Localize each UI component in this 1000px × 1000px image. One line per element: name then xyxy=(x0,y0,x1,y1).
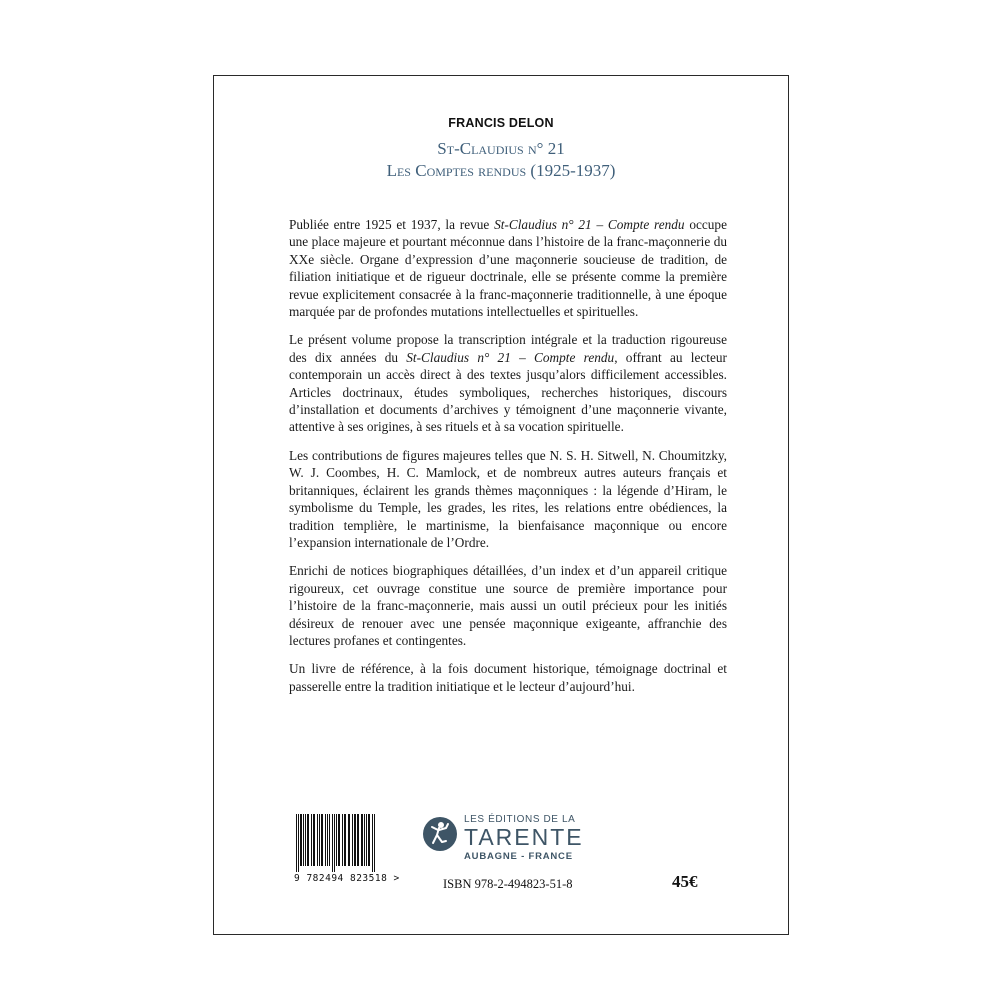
paragraph-text: Publiée entre 1925 et 1937, la revue xyxy=(289,217,495,232)
barcode-bar xyxy=(319,814,320,866)
paragraph-text: Les contributions de figures majeures telles que N. S. H. Sitwell, N. Choumitzky, W. J. Coombes, H. C. Mamlock, et de nombreux autres auteurs français et britanniques, éclairent les grands thèmes maçonniques : la légende d’Hiram, le symbolisme du Temple, les grades, les rites, les relations entre obédiences, la tradition templière, le martinisme, la bienfaisance maçonnique ou encore l’expansion internationale de l’Ordre. xyxy=(289,447,727,550)
barcode-digits: 9 782494 823518 > xyxy=(294,873,400,884)
barcode-bar xyxy=(352,814,353,866)
barcode-bar xyxy=(364,814,365,866)
barcode-bar xyxy=(332,814,333,872)
price: 45€ xyxy=(672,872,698,891)
back-cover xyxy=(213,75,789,935)
barcode-bar xyxy=(303,814,304,866)
barcode-bar xyxy=(325,814,326,866)
barcode-bar xyxy=(344,814,346,866)
barcode-bar xyxy=(307,814,309,866)
barcode-bar xyxy=(366,814,367,866)
barcode-bar xyxy=(329,814,330,866)
barcode-bar xyxy=(321,814,323,866)
publisher-location: AUBAGNE - FRANCE xyxy=(464,851,573,862)
blurb-paragraph xyxy=(289,447,727,551)
barcode-bar xyxy=(361,814,363,866)
title-line-1: St-Claudius n° 21 xyxy=(437,139,565,158)
barcode-bar xyxy=(298,814,299,872)
paragraph-text: Enrichi de notices biographiques détaillées, d’un index et d’un appareil critique rigoureux, cet ouvrage constitue une source de première importance pour l’histoire de la franc-maçonnerie, mais aussi un outil précieux pour les initiés désireux de renouer avec une pensée maçonnique exigeante, affranchie des lectures profanes et contingentes. xyxy=(289,563,727,648)
publisher-line1: LES ÉDITIONS DE LA xyxy=(464,814,576,825)
barcode xyxy=(294,814,394,872)
publisher-logo xyxy=(422,814,592,874)
isbn: ISBN 978-2-494823-51-8 xyxy=(443,877,573,891)
barcode-bar xyxy=(296,814,297,872)
publisher-name: TARENTE xyxy=(464,824,584,850)
barcode-bar xyxy=(348,814,350,866)
barcode-bar xyxy=(311,814,312,866)
barcode-bar xyxy=(300,814,302,866)
barcode-bar xyxy=(354,814,356,866)
blurb-paragraph xyxy=(289,331,727,435)
barcode-bar xyxy=(372,814,373,872)
barcode-bar xyxy=(313,814,315,866)
title-line-2: Les Comptes rendus (1925-1937) xyxy=(386,161,616,180)
blurb-paragraph xyxy=(289,562,727,649)
blurb-paragraph xyxy=(289,216,727,320)
paragraph-text: occupe une place majeure et pourtant méconnue dans l’histoire de la franc-maçonnerie du XXe siècle. Organe d’expression d’une maçonnerie soucieuse de tradition, de filiation initiatique et de rigueur doctrinale, elle se présente comme la première revue explicitement consacrée à la franc-maçonnerie traditionnelle, à une époque marquée par de profondes mutations intellectuelles et spirituelles. xyxy=(289,217,727,320)
barcode-bar xyxy=(336,814,337,866)
barcode-bar xyxy=(357,814,359,866)
journal-title: St-Claudius n° 21 – Compte rendu xyxy=(494,217,685,232)
barcode-bar xyxy=(374,814,375,872)
barcode-block xyxy=(294,814,400,884)
barcode-bar xyxy=(327,814,328,866)
barcode-bar xyxy=(317,814,318,866)
dancing-figure-icon xyxy=(422,816,458,852)
barcode-bar xyxy=(342,814,343,866)
paragraph-text: Le présent volume propose la transcription intégrale et la traduction rigoureuse des dix années du xyxy=(289,332,727,365)
barcode-bar xyxy=(334,814,335,872)
paragraph-text: , offrant au lecteur contemporain un accès direct à des textes jusqu’alors difficilement accessibles. Articles doctrinaux, études symboliques, recherches historiques, discours d’installation et documents d’archives y témoignent d’une maçonnerie vivante, attentive à ses origines, à ses rituels et à sa vocation spirituelle. xyxy=(289,349,727,435)
barcode-bar xyxy=(305,814,306,866)
author-name: FRANCIS DELON xyxy=(448,116,554,130)
blurb-paragraph xyxy=(289,660,727,695)
book-title xyxy=(214,138,788,182)
paragraph-text: Un livre de référence, à la fois document historique, témoignage doctrinal et passerelle entre la tradition initiatique et le lecteur d’aujourd’hui. xyxy=(289,661,727,694)
barcode-bar xyxy=(368,814,370,866)
barcode-bar xyxy=(338,814,340,866)
journal-title: St-Claudius n° 21 – Compte rendu xyxy=(406,349,615,365)
blurb xyxy=(289,216,727,706)
